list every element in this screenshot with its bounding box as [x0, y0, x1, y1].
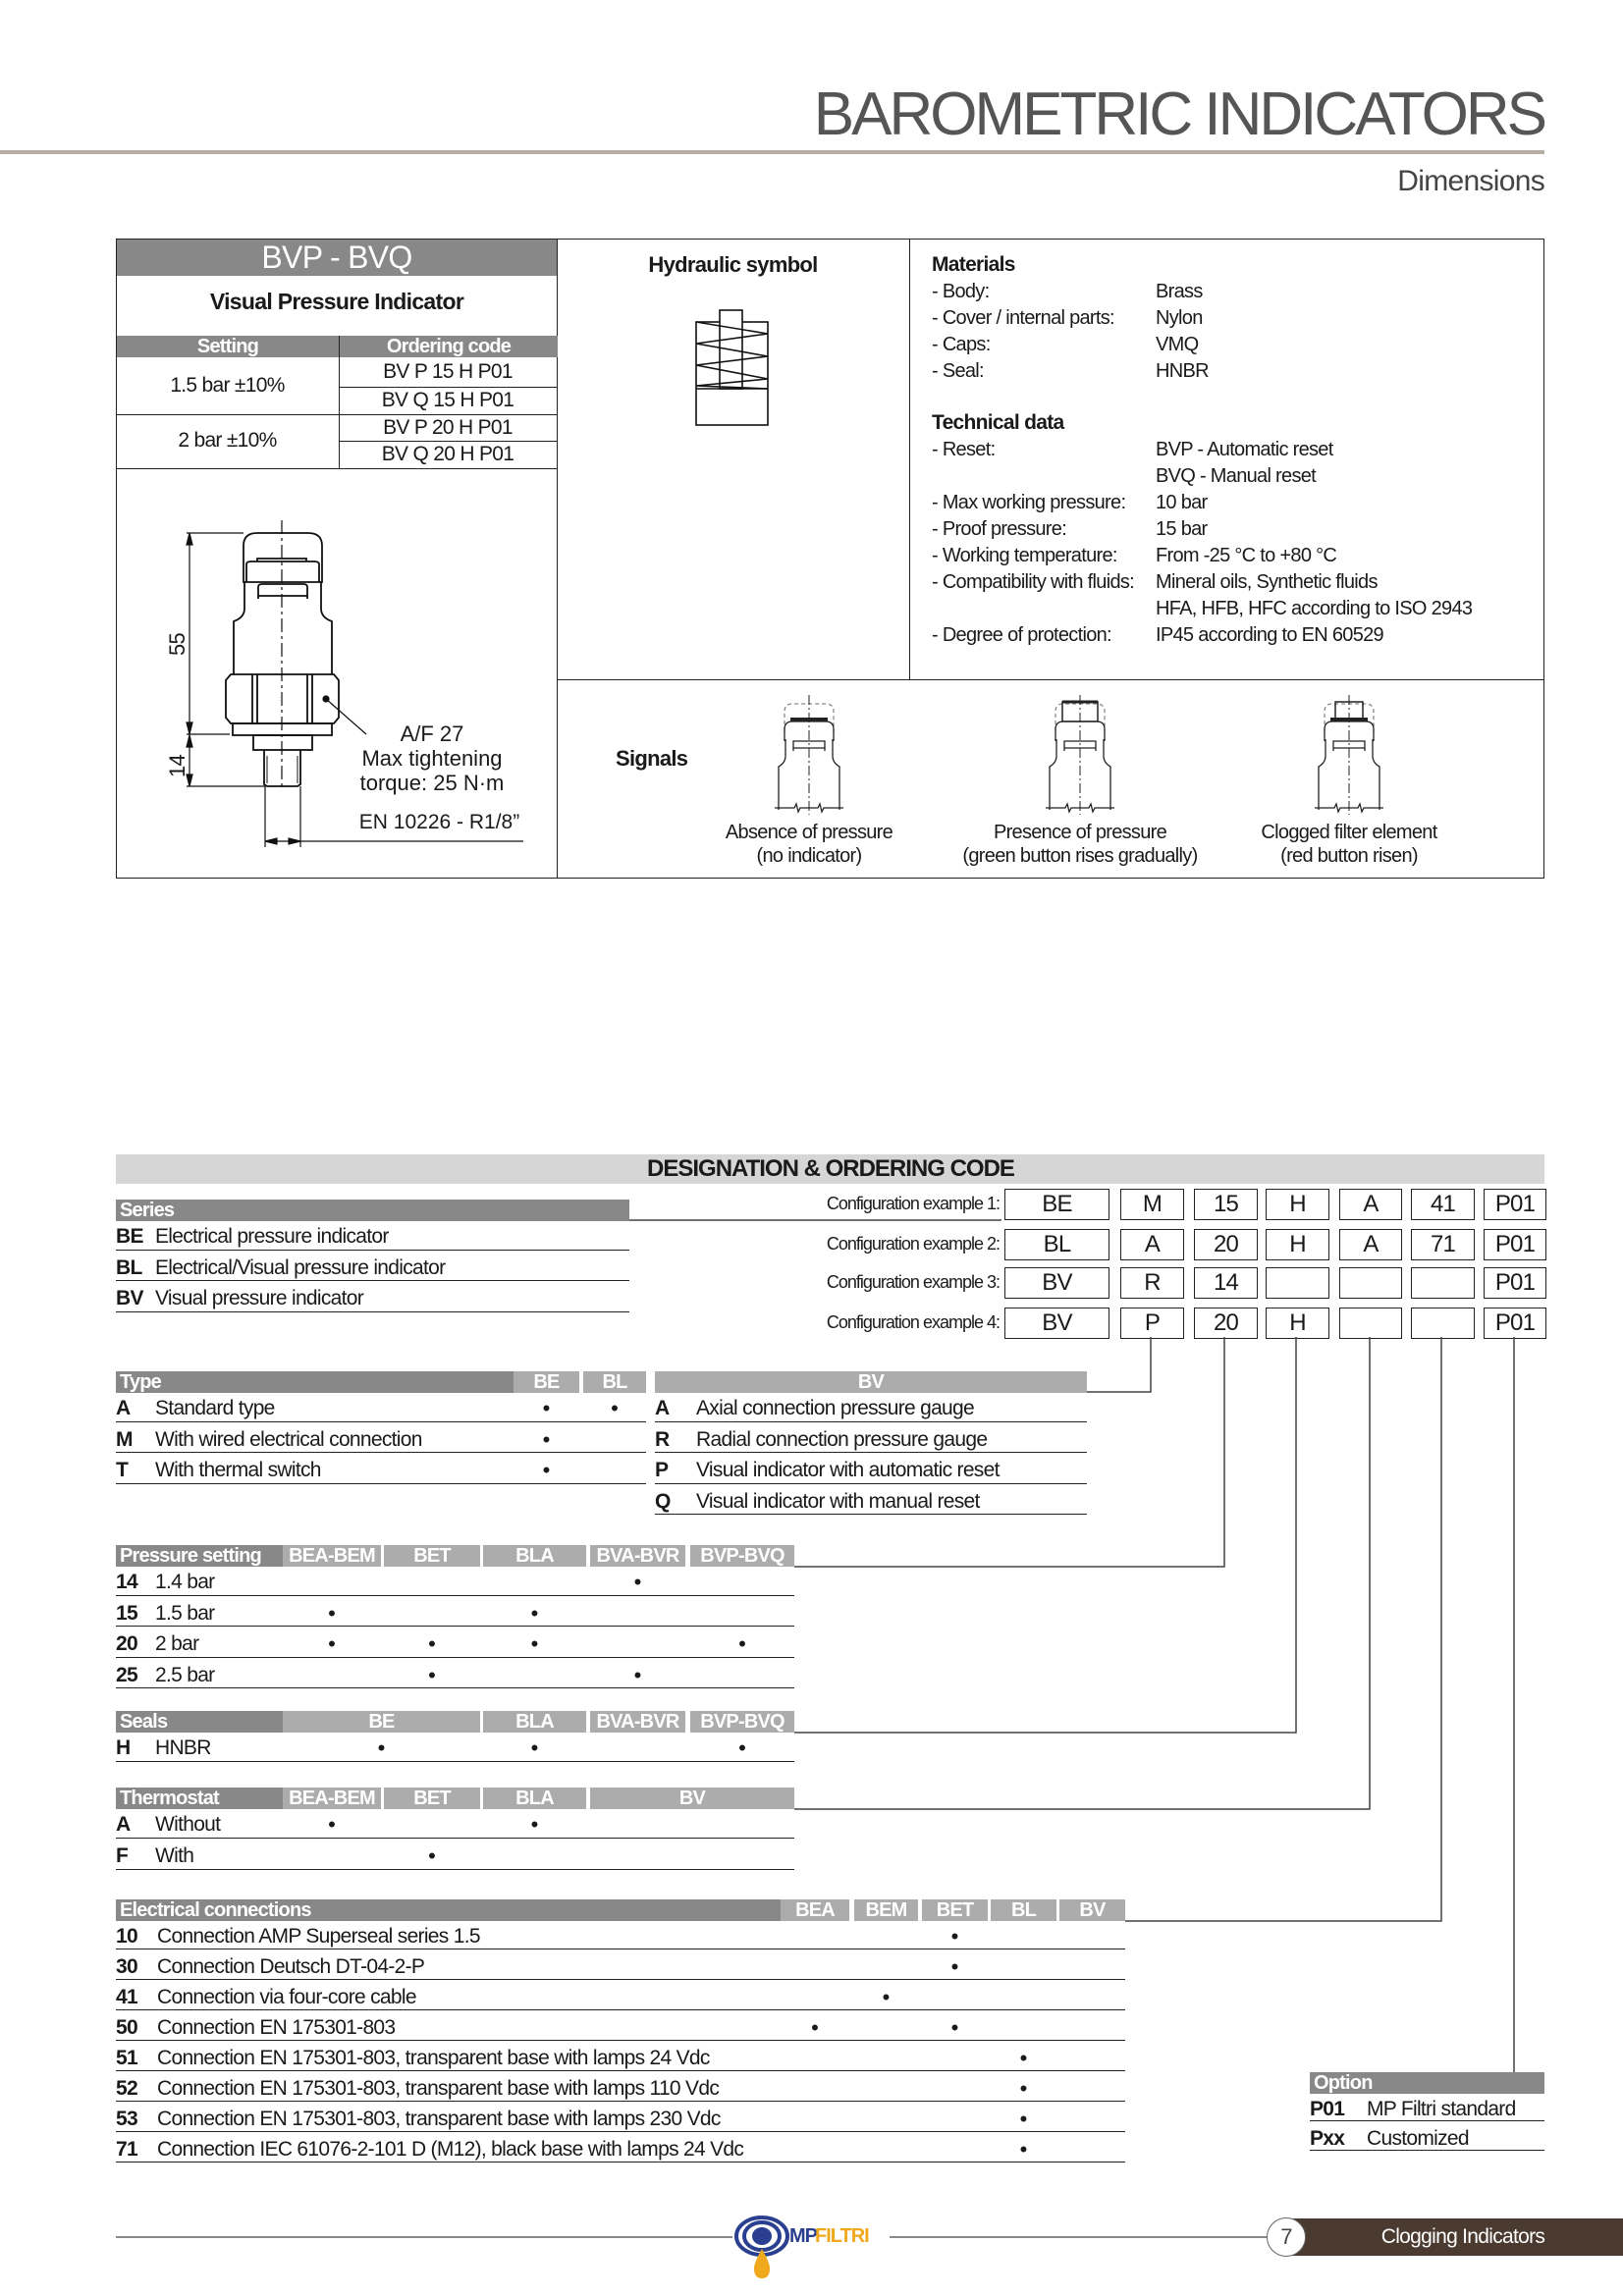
configuration-code-box: 14 — [1194, 1267, 1258, 1299]
option-label: Customized — [1367, 2127, 1469, 2150]
material-label: - Seal: — [932, 360, 984, 382]
ordering-code: BV P 15 H P01 — [383, 360, 513, 383]
electrical-availability-dot: • — [950, 1954, 959, 1979]
electrical-column-header: BEA — [781, 1899, 849, 1921]
pressure-label: 2 bar — [155, 1632, 199, 1655]
type-bv-label: Visual indicator with manual reset — [696, 1489, 980, 1513]
row-divider — [116, 1421, 646, 1422]
configuration-code-box: BV — [1004, 1267, 1109, 1299]
row-divider — [655, 1452, 1087, 1453]
row-divider — [116, 1979, 1125, 1980]
electrical-code: 52 — [116, 2077, 137, 2100]
page-title: BAROMETRIC INDICATORS — [813, 80, 1544, 148]
configuration-example-label: Configuration example 2: — [826, 1234, 1000, 1254]
type-bv-label: Radial connection pressure gauge — [696, 1427, 988, 1451]
pressure-column-header: BVP-BVQ — [690, 1545, 794, 1567]
configuration-code-box: P — [1120, 1308, 1184, 1339]
type-availability-dot: • — [611, 1396, 619, 1420]
electrical-code: 53 — [116, 2108, 137, 2130]
configuration-code-box: A — [1120, 1229, 1184, 1260]
configuration-code-box: 41 — [1411, 1189, 1475, 1220]
material-value: VMQ — [1156, 334, 1199, 355]
row-divider — [655, 1421, 1087, 1422]
configuration-example-label: Configuration example 4: — [826, 1312, 1000, 1332]
configuration-code-box: R — [1120, 1267, 1184, 1299]
configuration-code-box: 71 — [1411, 1229, 1475, 1260]
type-bv-code: R — [655, 1427, 670, 1451]
electrical-label: Connection EN 175301-803, transparent base with lamps 24 Vdc — [157, 2047, 710, 2069]
row-divider — [116, 1280, 629, 1281]
seals-column-header: BVA-BVR — [590, 1711, 685, 1733]
configuration-code-box: P01 — [1484, 1308, 1546, 1339]
thermostat-availability-dot: • — [328, 1812, 336, 1837]
technical-value: BVP - Automatic reset — [1156, 439, 1333, 460]
thermostat-availability-dot: • — [428, 1843, 436, 1868]
material-label: - Body: — [932, 281, 990, 302]
type-column-header: BE — [514, 1371, 579, 1393]
thermostat-label: With — [155, 1844, 194, 1867]
configuration-code-box: BE — [1004, 1189, 1109, 1220]
configuration-code-box: BV — [1004, 1308, 1109, 1339]
type-bv-label: Visual indicator with automatic reset — [696, 1459, 1000, 1481]
electrical-column-header: BEM — [854, 1899, 918, 1921]
row-divider — [655, 1514, 1087, 1515]
type-bv-header: BV — [655, 1371, 1087, 1393]
footer-section: Clogging Indicators — [1380, 2225, 1545, 2248]
row-divider — [116, 2162, 1125, 2163]
product-name: BVP - BVQ — [117, 240, 557, 276]
setting-value: 1.5 bar ±10% — [170, 374, 285, 397]
configuration-code-box: H — [1266, 1189, 1329, 1220]
electrical-availability-dot: • — [1019, 2137, 1028, 2162]
technical-label: - Reset: — [932, 439, 996, 460]
technical-value: From -25 °C to +80 °C — [1156, 545, 1337, 566]
setting-column-header: Setting — [117, 336, 339, 357]
configuration-code-box: H — [1266, 1229, 1329, 1260]
technical-value: HFA, HFB, HFC according to ISO 2943 — [1156, 598, 1473, 619]
logo-mark-icon — [732, 2214, 791, 2282]
electrical-header: Electrical connections — [116, 1899, 781, 1921]
option-label: MP Filtri standard — [1367, 2098, 1516, 2120]
thermostat-column-header: BV — [590, 1788, 794, 1809]
technical-value: 10 bar — [1156, 492, 1208, 513]
electrical-code: 30 — [116, 1955, 137, 1978]
type-code: A — [116, 1397, 131, 1419]
row-divider — [1310, 2150, 1544, 2151]
product-description: Visual Pressure Indicator — [209, 289, 464, 314]
thermostat-column-header: BET — [384, 1788, 480, 1809]
series-label: Electrical/Visual pressure indicator — [155, 1255, 446, 1279]
configuration-code-box: 15 — [1194, 1189, 1258, 1220]
logo-text-filtri: FILTRI — [815, 2225, 869, 2247]
signal-caption-line2: (no indicator) — [756, 845, 862, 867]
electrical-code: 71 — [116, 2138, 137, 2161]
type-label: With thermal switch — [155, 1459, 321, 1481]
technical-label: - Compatibility with fluids: — [932, 571, 1135, 593]
technical-label: - Max working pressure: — [932, 492, 1126, 513]
seals-availability-dot: • — [530, 1735, 539, 1760]
configuration-code-box: P01 — [1484, 1189, 1546, 1220]
pressure-availability-dot: • — [328, 1631, 336, 1656]
electrical-label: Connection Deutsch DT-04-2-P — [157, 1955, 425, 1978]
technical-value: IP45 according to EN 60529 — [1156, 624, 1383, 646]
signal-caption-line1: Absence of pressure — [725, 822, 893, 843]
row-divider — [116, 1626, 794, 1627]
series-code: BL — [116, 1255, 142, 1279]
pressure-availability-dot: • — [530, 1631, 539, 1656]
electrical-label: Connection EN 175301-803, transparent base with lamps 230 Vdc — [157, 2108, 721, 2130]
type-column-header: BL — [583, 1371, 646, 1393]
series-label: Visual pressure indicator — [155, 1287, 364, 1309]
signal-caption-line2: (green button rises gradually) — [962, 845, 1198, 867]
series-code: BV — [116, 1287, 143, 1309]
seals-code: H — [116, 1736, 131, 1759]
electrical-code: 51 — [116, 2047, 137, 2069]
materials-title: Materials — [932, 253, 1015, 276]
series-label: Electrical pressure indicator — [155, 1225, 389, 1248]
electrical-availability-dot: • — [950, 1924, 959, 1949]
ordering-code-column-header: Ordering code — [340, 336, 558, 357]
pressure-label: 1.5 bar — [155, 1601, 215, 1625]
electrical-column-header: BV — [1059, 1899, 1125, 1921]
technical-title: Technical data — [932, 411, 1064, 434]
type-bv-code: P — [655, 1459, 669, 1481]
page-number: 7 — [1267, 2217, 1306, 2257]
ordering-code: BV Q 20 H P01 — [381, 443, 514, 465]
connector-line — [1125, 1337, 1441, 1921]
thermostat-column-header: BLA — [483, 1788, 586, 1809]
ordering-code: BV Q 15 H P01 — [381, 389, 514, 411]
seals-label: HNBR — [155, 1736, 211, 1759]
pressure-label: 1.4 bar — [155, 1571, 215, 1593]
row-divider — [116, 1311, 629, 1312]
option-code: P01 — [1310, 2098, 1345, 2120]
type-bv-code: Q — [655, 1489, 671, 1513]
dimension-height: 55 — [165, 632, 189, 656]
type-code: M — [116, 1427, 133, 1451]
row-divider — [116, 2040, 1125, 2041]
type-availability-dot: • — [542, 1396, 551, 1420]
thermostat-code: A — [116, 1813, 131, 1836]
row-divider — [116, 2009, 1125, 2010]
row-divider — [116, 2070, 1125, 2071]
electrical-availability-dot: • — [1019, 2046, 1028, 2070]
option-code: Pxx — [1310, 2127, 1345, 2150]
row-divider — [116, 1838, 794, 1839]
type-bv-label: Axial connection pressure gauge — [696, 1397, 974, 1419]
row-divider — [116, 1483, 646, 1484]
configuration-code-box: 20 — [1194, 1308, 1258, 1339]
technical-value: BVQ - Manual reset — [1156, 465, 1317, 487]
footer-rule — [890, 2236, 1282, 2238]
pressure-code: 15 — [116, 1601, 137, 1625]
thermostat-header: Thermostat — [116, 1788, 283, 1809]
configuration-code-box: A — [1339, 1189, 1402, 1220]
electrical-label: Connection IEC 61076-2-101 D (M12), black base with lamps 24 Vdc — [157, 2138, 744, 2161]
electrical-label: Connection via four-core cable — [157, 1986, 416, 2008]
signal-caption-line1: Presence of pressure — [993, 822, 1167, 843]
logo-text-mp: MP — [789, 2225, 817, 2247]
material-value: Brass — [1156, 281, 1203, 302]
mp-filtri-logo — [732, 2214, 890, 2282]
configuration-code-box: H — [1266, 1308, 1329, 1339]
type-availability-dot: • — [542, 1458, 551, 1482]
material-value: Nylon — [1156, 307, 1203, 329]
pressure-column-header: BVA-BVR — [590, 1545, 685, 1567]
electrical-code: 50 — [116, 2016, 137, 2039]
electrical-availability-dot: • — [1019, 2107, 1028, 2131]
row-divider — [116, 1595, 794, 1596]
footer-rule — [116, 2236, 732, 2238]
pressure-label: 2.5 bar — [155, 1663, 215, 1686]
technical-label: - Working temperature: — [932, 545, 1117, 566]
configuration-example-label: Configuration example 1: — [826, 1194, 1000, 1213]
electrical-label: Connection EN 175301-803 — [157, 2016, 396, 2039]
row-divider — [116, 2131, 1125, 2132]
configuration-code-box: A — [1339, 1229, 1402, 1260]
seals-column-header: BVP-BVQ — [690, 1711, 794, 1733]
technical-label: - Degree of protection: — [932, 624, 1111, 646]
electrical-label: Connection EN 175301-803, transparent base with lamps 110 Vdc — [157, 2077, 720, 2100]
pressure-availability-dot: • — [530, 1600, 539, 1626]
type-label: Standard type — [155, 1397, 275, 1419]
technical-value: 15 bar — [1156, 518, 1208, 540]
type-bv-code: A — [655, 1397, 670, 1419]
electrical-code: 10 — [116, 1925, 137, 1948]
pressure-column-header: BLA — [483, 1545, 586, 1567]
thermostat-column-header: BEA-BEM — [283, 1788, 381, 1809]
electrical-availability-dot: • — [882, 1985, 891, 2009]
thermostat-availability-dot: • — [530, 1812, 539, 1837]
seals-column-header: BE — [283, 1711, 480, 1733]
row-divider — [116, 1687, 794, 1688]
row-divider — [116, 1761, 794, 1762]
configuration-code-box: M — [1120, 1189, 1184, 1220]
pressure-column-header: BEA-BEM — [283, 1545, 381, 1567]
configuration-example-label: Configuration example 3: — [826, 1272, 1000, 1292]
row-divider — [116, 1452, 646, 1453]
pressure-column-header: BET — [384, 1545, 480, 1567]
pressure-header: Pressure setting — [116, 1545, 283, 1567]
signals-label: Signals — [616, 746, 688, 771]
type-code: T — [116, 1459, 129, 1481]
technical-value: Mineral oils, Synthetic fluids — [1156, 571, 1378, 593]
electrical-availability-dot: • — [811, 2015, 819, 2040]
type-header: Type — [116, 1371, 514, 1393]
row-divider — [655, 1483, 1087, 1484]
pressure-code: 20 — [116, 1632, 137, 1655]
connector-line — [1087, 1337, 1151, 1392]
type-availability-dot: • — [542, 1426, 551, 1452]
configuration-code-box: P01 — [1484, 1229, 1546, 1260]
torque-line1: Max tightening — [361, 746, 503, 771]
electrical-label: Connection AMP Superseal series 1.5 — [157, 1925, 480, 1948]
material-label: - Cover / internal parts: — [932, 307, 1114, 329]
pressure-availability-dot: • — [428, 1662, 436, 1687]
page-subtitle: Dimensions — [1397, 165, 1544, 197]
material-label: - Caps: — [932, 334, 991, 355]
signal-caption-line1: Clogged filter element — [1261, 822, 1437, 843]
thread-spec: EN 10226 - R1/8” — [358, 811, 520, 833]
material-value: HNBR — [1156, 360, 1209, 382]
seals-availability-dot: • — [377, 1735, 386, 1760]
configuration-code-box: 20 — [1194, 1229, 1258, 1260]
pressure-code: 25 — [116, 1663, 137, 1686]
ordering-code: BV P 20 H P01 — [383, 416, 513, 439]
row-divider — [116, 1869, 794, 1870]
dimension-thread: 14 — [165, 754, 189, 777]
type-label: With wired electrical connection — [155, 1427, 422, 1451]
pressure-code: 14 — [116, 1571, 137, 1593]
series-header: Series — [116, 1200, 629, 1221]
setting-value: 2 bar ±10% — [178, 429, 277, 452]
seals-availability-dot: • — [738, 1735, 746, 1760]
pressure-availability-dot: • — [633, 1570, 642, 1594]
torque-line2: torque: 25 N·m — [359, 771, 505, 795]
technical-label: - Proof pressure: — [932, 518, 1067, 540]
pressure-availability-dot: • — [738, 1631, 746, 1656]
electrical-column-header: BET — [922, 1899, 988, 1921]
seals-column-header: BLA — [483, 1711, 586, 1733]
electrical-code: 41 — [116, 1986, 137, 2008]
seals-header: Seals — [116, 1711, 283, 1733]
pressure-availability-dot: • — [328, 1600, 336, 1626]
row-divider — [116, 1250, 629, 1251]
signal-caption-line2: (red button risen) — [1280, 845, 1418, 867]
electrical-column-header: BL — [991, 1899, 1056, 1921]
pressure-availability-dot: • — [633, 1662, 642, 1687]
af-label: A/F 27 — [400, 721, 464, 746]
configuration-code-box: P01 — [1484, 1267, 1546, 1299]
electrical-availability-dot: • — [950, 2015, 959, 2040]
electrical-availability-dot: • — [1019, 2076, 1028, 2101]
ordering-title: DESIGNATION & ORDERING CODE — [647, 1155, 1014, 1182]
configuration-code-box: BL — [1004, 1229, 1109, 1260]
row-divider — [1310, 2120, 1544, 2121]
thermostat-label: Without — [155, 1813, 221, 1836]
hydraulic-symbol-label: Hydraulic symbol — [648, 252, 818, 277]
row-divider — [116, 2101, 1125, 2102]
option-header: Option — [1310, 2072, 1544, 2094]
series-code: BE — [116, 1225, 143, 1248]
pressure-availability-dot: • — [428, 1631, 436, 1656]
row-divider — [116, 1657, 794, 1658]
thermostat-code: F — [116, 1844, 129, 1867]
